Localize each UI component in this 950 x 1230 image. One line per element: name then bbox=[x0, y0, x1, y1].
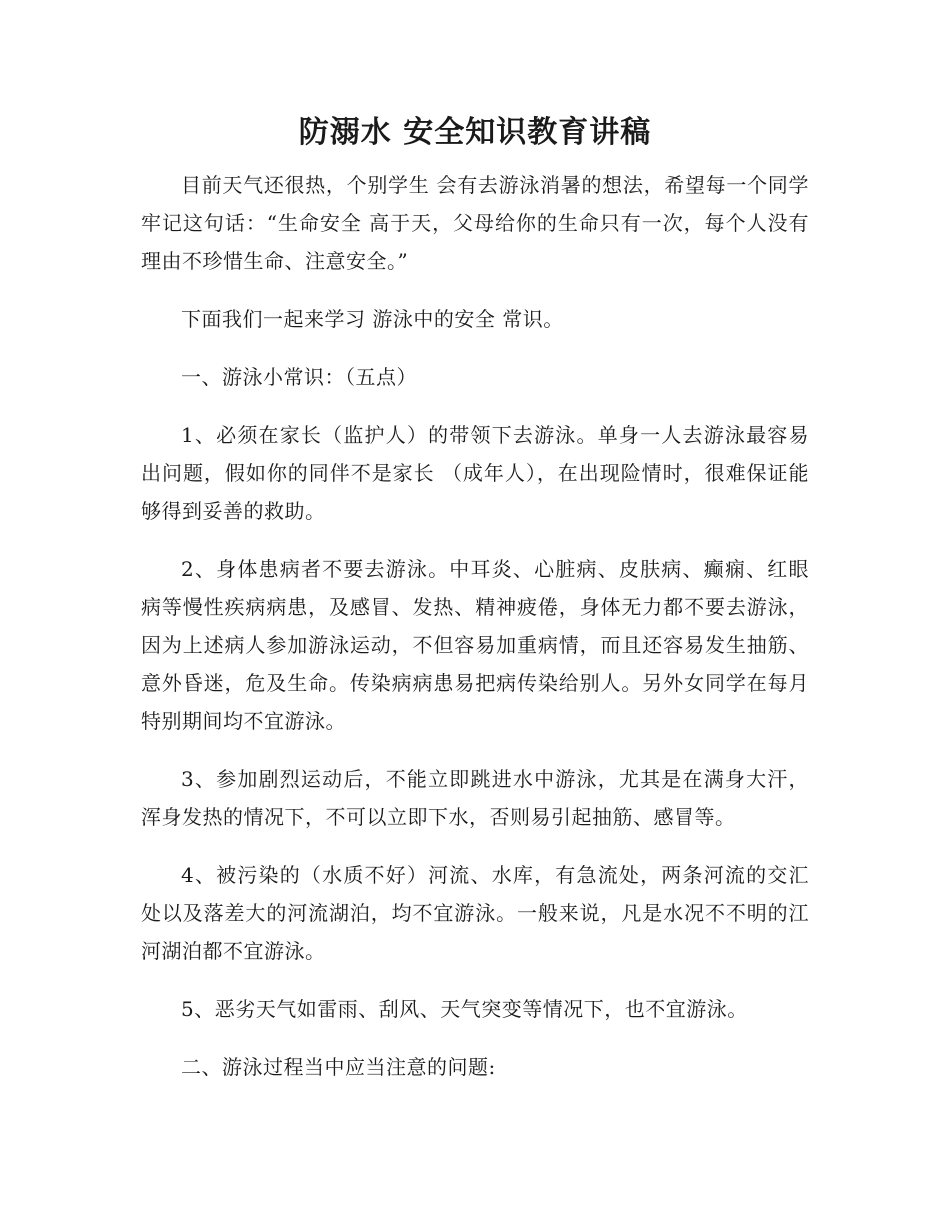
document-title: 防溺水 安全知识教育讲稿 bbox=[298, 115, 652, 150]
paragraph-tip-2: 2、身体患病者不要去游泳。中耳炎、心脏病、皮肤病、癫痫、红眼病等慢性疾病病患，及感冒、发热、精神疲倦，身体无力都不要去游泳，因为上述病人参加游泳运动，不但容易加重病情，而且还容易发生抽筋、意外昏迷，危及生命。传染病病患易把病传染给别人。另外女同学在每月特别期间均不宜游泳。 bbox=[141, 557, 809, 733]
paragraph-tip-5: 5、恶劣天气如雷雨、刮风、天气突变等情况下，也不宜游泳。 bbox=[181, 997, 748, 1021]
section-heading-swimming-tips: 一、游泳小常识：（五点） bbox=[181, 365, 417, 389]
paragraph-tip-4: 4、被污染的（水质不好）河流、水库，有急流处，两条河流的交汇处以及落差大的河流湖泊，均不宜游泳。一般来说，凡是水况不不明的江河湖泊都不宜游泳。 bbox=[141, 863, 809, 963]
paragraph-lead-in: 下面我们一起来学习 游泳中的安全 常识。 bbox=[181, 307, 564, 331]
paragraph-tip-1: 1、必须在家长（监护人）的带领下去游泳。单身一人去游泳最容易出问题，假如你的同伴不是家长 （成年人），在出现险情时，很难保证能够得到妥善的救助。 bbox=[141, 423, 809, 523]
document-body bbox=[141, 166, 809, 1106]
section-heading-swimming-precautions: 二、游泳过程当中应当注意的问题: bbox=[181, 1055, 496, 1079]
paragraph-tip-3: 3、参加剧烈运动后，不能立即跳进水中游泳，尤其是在满身大汗，浑身发热的情况下，不可以立即下水，否则易引起抽筋、感冒等。 bbox=[141, 767, 809, 829]
paragraph-intro: 目前天气还很热，个别学生 会有去游泳消暑的想法，希望每一个同学牢记这句话：“生命安全 高于天，父母给你的生命只有一次，每个人没有理由不珍惜生命、注意安全。” bbox=[141, 173, 809, 273]
